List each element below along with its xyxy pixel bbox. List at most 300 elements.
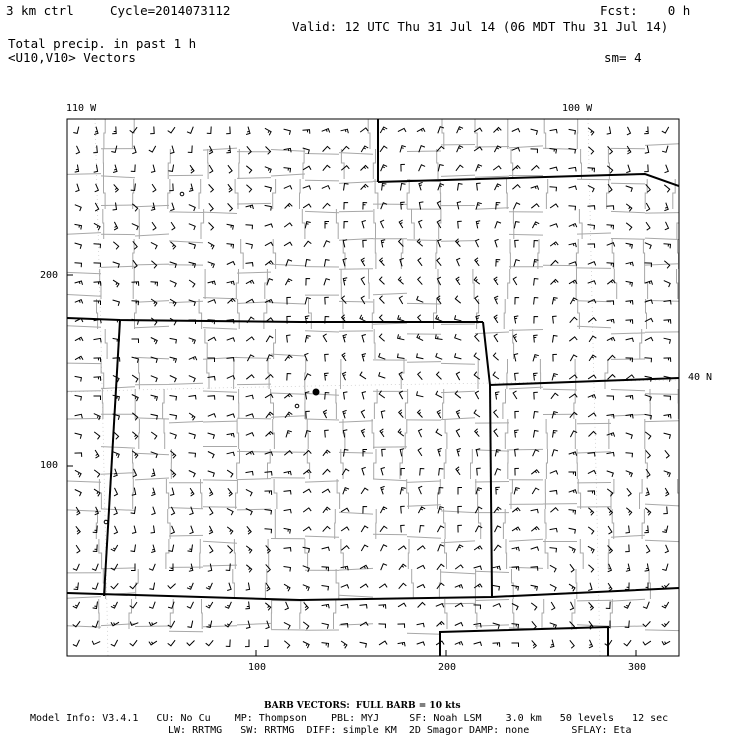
county-line <box>96 119 107 629</box>
wind-barb <box>645 243 651 249</box>
wind-barb <box>246 489 252 496</box>
wind-barb <box>114 222 118 230</box>
wind-barb <box>324 279 330 286</box>
wind-barb <box>382 449 386 456</box>
wind-barb <box>151 545 155 553</box>
wind-barb <box>606 602 610 609</box>
wind-barb <box>494 315 498 323</box>
wind-barb <box>189 280 195 287</box>
county-line <box>199 149 209 629</box>
wind-barb <box>113 469 117 477</box>
wind-barb <box>569 394 577 398</box>
wind-barb <box>94 223 100 230</box>
wind-barb <box>285 204 293 209</box>
wind-barb <box>662 127 669 133</box>
county-boundaries <box>67 119 686 634</box>
wind-barb <box>552 374 558 381</box>
wind-barb <box>476 221 480 229</box>
wind-barb <box>362 335 366 343</box>
wind-barb <box>188 146 192 153</box>
wind-barb <box>419 429 423 437</box>
wind-barb <box>341 508 349 512</box>
wind-barb <box>265 603 270 611</box>
wind-barb <box>284 129 291 135</box>
county-line <box>67 293 679 304</box>
wind-barb <box>474 546 482 550</box>
wind-barb <box>322 489 330 493</box>
wind-barb <box>419 165 426 171</box>
wind-barb <box>189 338 196 344</box>
wind-barb <box>417 585 425 589</box>
wind-barb <box>417 353 424 358</box>
wind-barb <box>246 225 253 229</box>
wind-barb <box>381 486 385 494</box>
wind-barb <box>512 166 520 171</box>
wind-barb <box>418 603 426 608</box>
wind-barb <box>458 221 462 228</box>
wind-barb <box>550 204 558 208</box>
wind-barb <box>514 222 519 229</box>
wind-barb <box>456 467 460 475</box>
wind-barb <box>94 396 101 400</box>
wind-barb <box>534 241 538 248</box>
wind-barb <box>151 526 155 534</box>
wind-barb <box>475 258 479 266</box>
wind-barb <box>379 334 384 342</box>
wind-barb <box>325 297 329 304</box>
wind-barb <box>322 643 329 648</box>
wind-barb <box>189 205 195 211</box>
x-tick-200: 200 <box>438 662 457 673</box>
wind-barb <box>341 585 349 589</box>
wind-barb <box>188 545 193 552</box>
wind-barb <box>625 545 629 552</box>
wind-barb <box>170 376 176 383</box>
wind-barb <box>74 583 79 590</box>
wind-barb <box>343 278 347 286</box>
wind-barb <box>114 184 119 192</box>
wind-barb <box>398 277 403 285</box>
wind-barb <box>643 641 651 645</box>
wind-barb <box>132 432 137 440</box>
wind-barb <box>551 602 555 610</box>
wind-barb <box>626 320 633 324</box>
wind-barb <box>228 184 232 192</box>
wind-barb <box>303 642 309 649</box>
wind-barb <box>111 640 118 646</box>
wind-barb <box>75 205 81 211</box>
wind-barb <box>417 334 423 341</box>
wind-barb <box>534 335 538 342</box>
wind-barb <box>285 602 289 610</box>
wind-barb <box>417 642 425 646</box>
wind-barb <box>246 205 254 209</box>
wind-barb <box>662 602 669 608</box>
wind-barb <box>646 203 650 211</box>
wind-barb <box>113 300 120 306</box>
wind-barb <box>341 166 349 171</box>
wind-barb <box>75 490 81 497</box>
wind-barb <box>627 488 631 496</box>
wind-barb <box>531 527 539 532</box>
wind-barb <box>149 602 155 609</box>
wind-barb <box>360 372 366 379</box>
wind-barb <box>73 564 80 570</box>
wind-barb <box>266 621 270 629</box>
wind-barb <box>664 320 671 324</box>
wind-barb <box>662 564 668 571</box>
wind-barb <box>495 222 501 229</box>
wind-barb <box>363 240 367 247</box>
wind-barb <box>75 433 82 439</box>
wind-barb <box>322 547 330 551</box>
wind-barb <box>94 165 98 173</box>
wind-barb <box>588 583 592 591</box>
wind-barb <box>171 222 175 230</box>
wind-barb <box>400 184 405 191</box>
wind-barb <box>532 640 537 648</box>
wind-barb <box>343 335 347 343</box>
wind-barb <box>531 149 538 153</box>
wind-barb <box>534 412 539 419</box>
wind-barb <box>170 338 177 343</box>
wind-barb <box>626 433 633 439</box>
wind-barb <box>531 204 539 208</box>
wind-barb <box>570 298 577 304</box>
wind-barb <box>187 641 195 646</box>
wind-barb <box>665 165 669 173</box>
wind-barb <box>662 526 668 533</box>
wind-barb <box>246 127 250 135</box>
wind-barb <box>168 621 175 627</box>
wind-barb <box>284 641 289 649</box>
wind-barb <box>418 372 423 380</box>
wind-barb <box>305 392 309 400</box>
wind-barb <box>187 583 193 589</box>
wind-barb <box>663 507 667 514</box>
wind-barb <box>150 127 154 134</box>
wind-barb <box>457 146 464 152</box>
wind-barb <box>589 355 596 361</box>
wind-barb <box>607 127 611 135</box>
wind-barb <box>304 602 309 610</box>
wind-barb <box>152 184 156 192</box>
wind-barb <box>532 222 539 228</box>
wind-barb <box>456 410 460 418</box>
wind-barb <box>398 642 406 646</box>
wind-barb <box>93 602 98 609</box>
wind-barb <box>400 146 406 153</box>
wind-barb <box>189 357 197 361</box>
wind-barb <box>381 220 385 228</box>
wind-barb <box>493 353 498 361</box>
wind-barb <box>493 166 501 170</box>
wind-barb <box>363 203 367 210</box>
wind-barb <box>550 491 558 495</box>
wind-barb <box>322 129 330 133</box>
wind-barb <box>325 373 329 380</box>
wind-barb <box>664 203 668 211</box>
wind-barb <box>303 547 310 552</box>
wind-barb <box>325 222 329 229</box>
wind-barb <box>208 300 216 304</box>
wind-barb <box>401 469 405 476</box>
wind-barb <box>76 507 80 515</box>
wind-barb <box>512 527 520 531</box>
wind-barb <box>227 262 235 266</box>
state-boundaries <box>67 119 679 656</box>
wind-barb <box>569 528 576 533</box>
wind-barb <box>151 452 158 458</box>
wind-barb <box>190 165 194 173</box>
wind-barb <box>114 526 118 534</box>
wind-barb <box>400 488 406 495</box>
wind-barb <box>95 203 99 211</box>
wind-barb <box>437 410 441 418</box>
wind-barb <box>149 622 157 626</box>
wind-barb <box>246 546 252 553</box>
wind-barb <box>363 507 367 514</box>
wind-barb <box>344 222 348 229</box>
wind-barb <box>92 564 98 571</box>
wind-barb <box>189 413 195 420</box>
wind-barb <box>553 354 557 361</box>
wind-barb <box>455 315 462 321</box>
wind-barb <box>187 127 193 134</box>
wind-barb <box>209 507 213 515</box>
wind-barb <box>190 526 194 534</box>
wind-barb <box>493 623 500 629</box>
wind-barb <box>645 564 649 572</box>
wind-barb <box>227 414 235 418</box>
wind-barb <box>512 585 519 590</box>
wind-barb <box>380 296 385 304</box>
wind-barb <box>494 277 498 285</box>
wind-barb <box>515 468 519 475</box>
wind-barb <box>553 431 558 438</box>
wind-barb <box>323 526 331 531</box>
wind-barb <box>206 583 212 589</box>
wind-barb <box>227 281 235 285</box>
wind-barb <box>284 451 292 456</box>
wind-barb <box>476 239 480 247</box>
wind-barb <box>399 410 404 418</box>
wind-barb <box>569 472 576 476</box>
wind-barb <box>476 203 482 210</box>
wind-barb <box>645 337 653 341</box>
wind-barb <box>437 372 442 380</box>
wind-barb <box>382 184 387 191</box>
wind-barb <box>306 279 310 286</box>
wind-barb <box>379 624 386 628</box>
wind-barb <box>458 506 462 513</box>
wind-barb <box>170 414 177 419</box>
wind-barb <box>208 414 216 418</box>
wind-barb <box>512 643 519 647</box>
wind-barb <box>608 583 612 591</box>
wind-barb <box>532 488 539 494</box>
wind-barb <box>187 621 192 628</box>
wind-barb <box>626 243 633 248</box>
wind-barb <box>645 358 652 363</box>
wind-barb <box>228 546 233 554</box>
wind-barb <box>305 374 312 380</box>
wind-barb <box>438 545 444 552</box>
wind-barb <box>75 224 82 229</box>
wind-barb <box>493 372 499 379</box>
wind-barb <box>458 184 463 191</box>
wind-barb <box>664 185 669 193</box>
wind-barb <box>266 147 271 155</box>
wind-barb <box>75 376 82 381</box>
wind-barb <box>381 240 385 248</box>
wind-barb <box>151 469 155 477</box>
wind-barb <box>379 372 386 378</box>
wind-barb <box>458 488 462 495</box>
wind-barb <box>303 622 309 629</box>
wind-barb <box>151 242 157 249</box>
wind-barb <box>398 128 406 132</box>
wind-barb <box>323 146 331 151</box>
wind-barb <box>553 336 558 343</box>
wind-barb <box>151 282 158 286</box>
wind-barb <box>665 488 669 496</box>
wind-barb <box>456 545 463 551</box>
wind-barb <box>608 375 616 380</box>
wind-barb <box>265 167 271 173</box>
county-line <box>434 119 448 629</box>
wind-barb <box>455 585 463 589</box>
wind-barb <box>343 372 347 380</box>
wind-barb <box>342 353 346 361</box>
wind-barb <box>589 640 593 648</box>
wind-barb <box>246 565 251 573</box>
wind-barb <box>94 127 98 135</box>
wind-barb <box>208 564 212 572</box>
wind-barb <box>325 393 330 400</box>
wind-barb <box>398 624 405 628</box>
wind-barb <box>438 184 444 191</box>
wind-barb <box>247 146 251 154</box>
wind-barb <box>514 260 520 267</box>
state-line-ok-panhandle <box>440 627 608 656</box>
wind-barb <box>246 166 251 174</box>
wind-barb <box>92 583 98 590</box>
wind-barb <box>515 373 519 380</box>
county-line <box>67 504 679 514</box>
x-tick-300: 300 <box>628 662 647 673</box>
wind-barb <box>324 260 329 267</box>
wind-barb <box>662 641 670 645</box>
wind-barb <box>149 146 156 152</box>
wind-barb <box>493 643 500 647</box>
wind-barb <box>399 220 403 228</box>
wind-barb <box>111 564 118 570</box>
lat-label-40n: 40 N <box>688 372 713 383</box>
wind-barb <box>417 565 425 569</box>
wind-barb <box>512 129 520 133</box>
plot-frame <box>67 119 679 656</box>
wind-barb <box>399 391 403 399</box>
wind-barb <box>130 640 137 646</box>
wind-barb <box>569 186 577 190</box>
wind-barb <box>111 545 118 551</box>
wind-barb <box>570 640 574 648</box>
county-line <box>67 354 645 364</box>
wind-barb <box>208 242 214 249</box>
wind-barb <box>303 566 310 572</box>
wind-barb <box>398 315 405 321</box>
wind-barb <box>588 470 596 474</box>
wind-barb <box>284 242 292 246</box>
wind-barb <box>417 296 424 302</box>
wind-barb <box>95 450 99 458</box>
wind-barb <box>380 526 387 532</box>
wind-barb <box>531 585 538 590</box>
wind-barb <box>626 301 633 305</box>
wind-barb <box>531 567 538 571</box>
wind-barb <box>360 584 368 588</box>
wind-barb <box>436 315 442 321</box>
county-line <box>471 119 481 629</box>
wind-barb <box>114 488 118 496</box>
county-line <box>538 119 548 629</box>
wind-barb <box>322 186 330 190</box>
lon-label-110w: 110 W <box>66 103 97 114</box>
wind-barb <box>343 410 347 418</box>
wind-barb <box>515 298 519 305</box>
wind-barb <box>512 148 520 152</box>
wind-barb <box>362 467 366 475</box>
wind-barb <box>437 622 445 627</box>
wind-barb <box>608 526 612 534</box>
wind-barb <box>305 222 311 229</box>
wind-barb <box>380 258 385 266</box>
wind-barb <box>379 605 386 609</box>
wind-barb <box>513 391 517 399</box>
wind-barb <box>246 414 254 418</box>
wind-barb <box>626 508 631 516</box>
wind-barb <box>662 146 668 153</box>
wind-barb <box>76 545 80 553</box>
wind-barb <box>93 146 97 153</box>
wind-barb <box>341 624 348 628</box>
wind-barb <box>644 583 648 590</box>
wind-barb <box>209 488 213 496</box>
wind-barb <box>531 129 538 135</box>
wind-barb <box>151 165 155 173</box>
model-info-line1: Model Info: V3.4.1 CU: No Cu MP: Thompson PBL: MYJ SF: Noah LSM 3.0 km 50 levels 12 sec <box>30 713 669 724</box>
wind-barb <box>132 282 139 286</box>
wind-barb <box>246 185 251 193</box>
wind-barb <box>495 296 499 304</box>
wind-barb <box>550 129 558 133</box>
wind-barb <box>607 489 613 496</box>
wind-barb <box>381 468 385 476</box>
wind-barb <box>494 128 502 133</box>
wind-barb <box>437 564 444 570</box>
wind-barb <box>418 258 422 266</box>
wind-barb <box>626 453 633 458</box>
wind-barb <box>436 604 444 608</box>
county-line <box>67 414 679 423</box>
wind-barb <box>93 545 97 552</box>
wind-barb <box>76 526 80 534</box>
wind-barb <box>550 471 558 475</box>
wind-barb <box>285 279 292 285</box>
wind-barb <box>189 224 195 230</box>
wind-barb <box>417 128 425 132</box>
